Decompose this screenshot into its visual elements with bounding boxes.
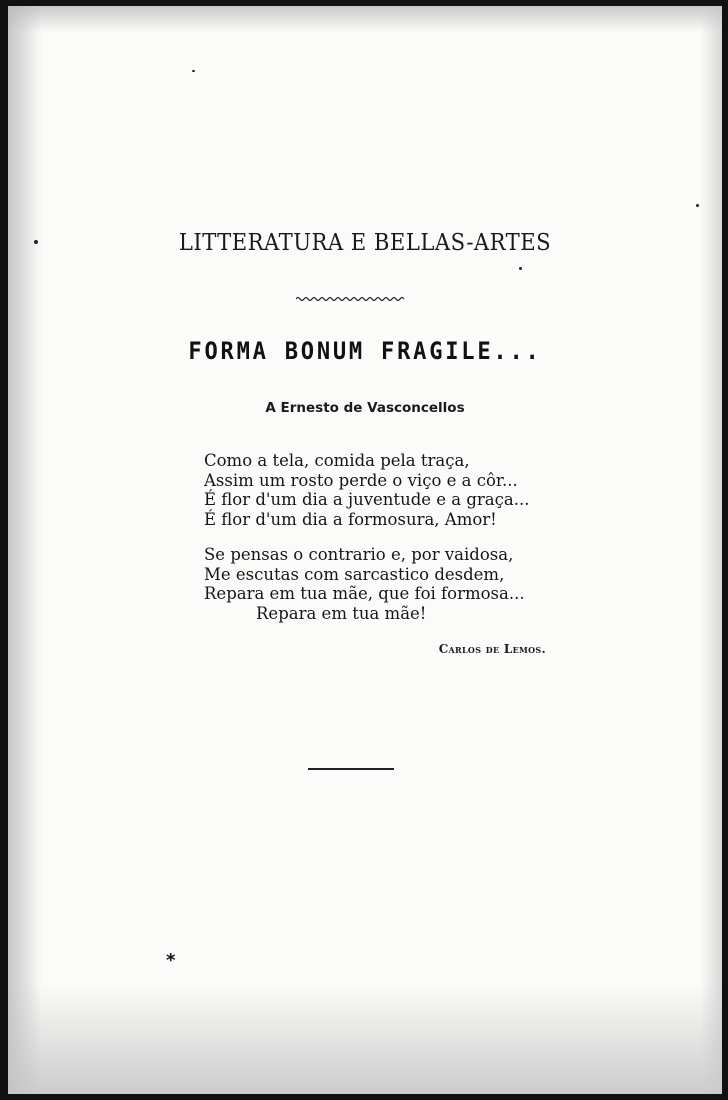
page-edge-shadow-left bbox=[8, 6, 42, 1094]
verse-line: Como a tela, comida pela traça, bbox=[204, 451, 470, 470]
closing-rule bbox=[308, 768, 394, 770]
verse-line: É flor d'um dia a formosura, Amor! bbox=[204, 509, 497, 529]
verse-line: Repara em tua mãe, que foi formosa... bbox=[204, 584, 525, 603]
poem-stanza-1 bbox=[204, 451, 529, 529]
page-edge-shadow-bottom bbox=[8, 984, 722, 1094]
verse-line: Me escutas com sarcastico desdem, bbox=[204, 564, 505, 584]
verse-line: Repara em tua mãe! bbox=[256, 603, 427, 623]
section-heading: LITTERATURA E BELLAS-ARTES bbox=[178, 230, 552, 256]
page-edge-shadow-top bbox=[8, 6, 722, 32]
verse-line: É flor d'um dia a juventude e a graça... bbox=[204, 490, 530, 509]
wavy-divider bbox=[296, 295, 406, 303]
author-signature: Carlos de Lemos. bbox=[438, 642, 546, 656]
poem-dedication: A Ernesto de Vasconcellos bbox=[265, 400, 465, 416]
verse-line: Se pensas o contrario e, por vaidosa, bbox=[204, 545, 514, 564]
poem-stanza-2 bbox=[204, 545, 525, 623]
poem-title: FORMA BONUM FRAGILE... bbox=[188, 337, 542, 365]
ink-speck bbox=[192, 70, 195, 72]
page-edge-shadow-right bbox=[700, 6, 722, 1094]
footer-asterisk: * bbox=[166, 950, 176, 971]
ink-speck bbox=[519, 267, 522, 270]
verse-line: Assim um rosto perde o viço e a côr... bbox=[204, 470, 518, 490]
ink-speck bbox=[696, 204, 699, 207]
